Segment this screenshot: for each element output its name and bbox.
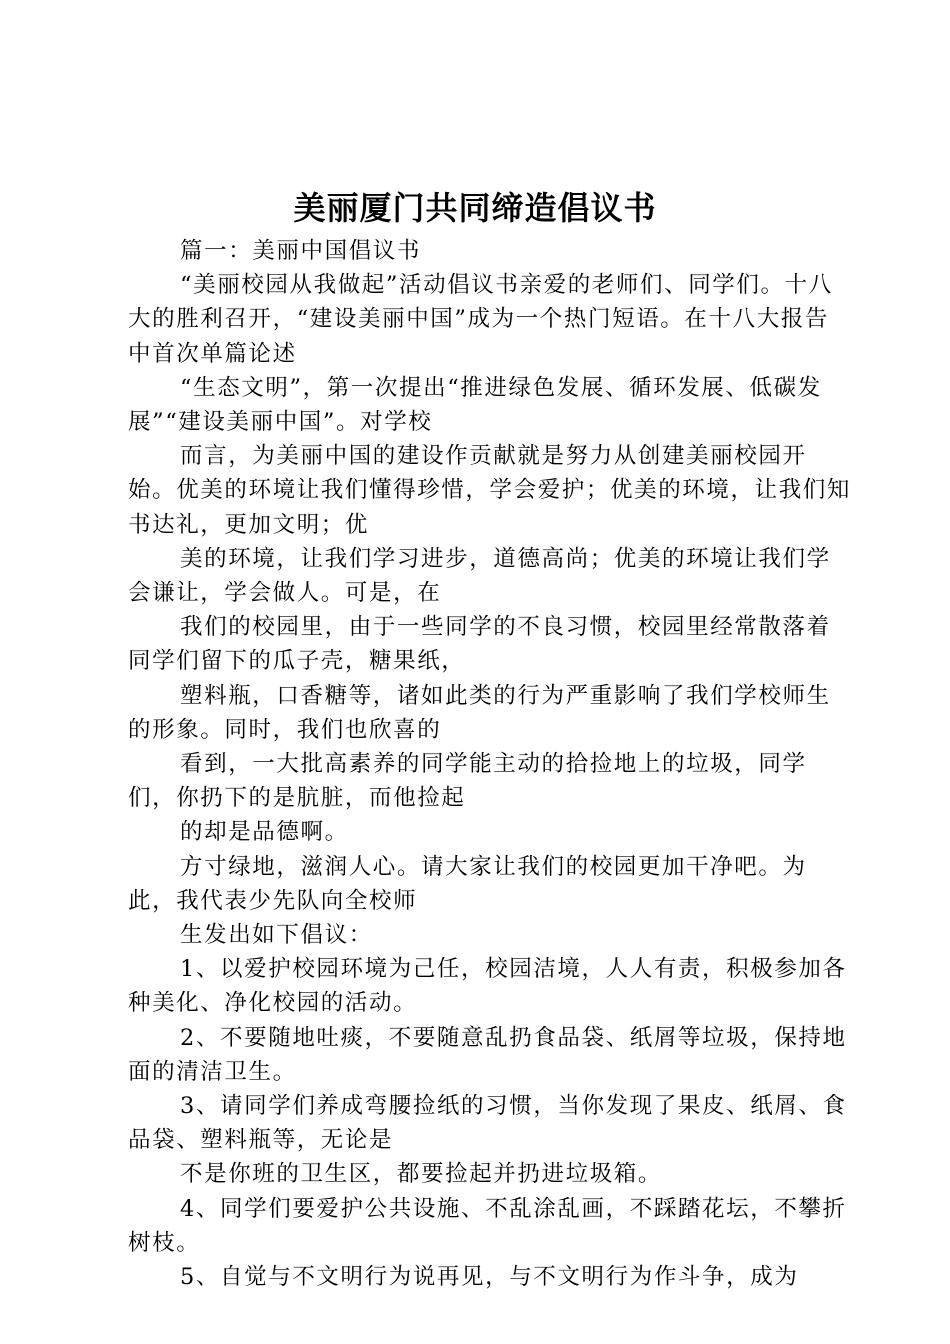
paragraph-5: 美的环境，让我们学习进步，道德高尚；优美的环境让我们学会谦让，学会做人。可是，在 <box>128 545 831 607</box>
paragraph-16: 4、同学们要爱护公共设施、不乱涂乱画，不踩踏花坛，不攀折树枝。 <box>128 1195 847 1256</box>
paragraph-2: “美丽校园从我做起”活动倡议书亲爱的老师们、同学们。十八大的胜利召开，“建设美丽中国”成为一个热门短语。在十八大报告中首次单篇论述 <box>128 272 833 367</box>
paragraph-12: 1、以爱护校园环境为己任，校园洁境，人人有责，积极参加各种美化、净化校园的活动。 <box>128 956 847 1017</box>
paragraph-4: 而言，为美丽中国的建设作贡献就是努力从创建美丽校园开始。优美的环境让我们懂得珍惜，学会爱护；优美的环境，让我们知书达礼，更加文明；优 <box>128 443 852 538</box>
paragraph-14: 3、请同学们养成弯腰捡纸的习惯，当你发现了果皮、纸屑、食品袋、塑料瓶等，无论是 <box>128 1093 847 1154</box>
paragraph-8: 看到，一大批高素养的同学能主动的拾捡地上的垃圾，同学们，你扔下的是肮脏，而他捡起 <box>128 751 807 812</box>
paragraph-9: 的却是品德啊。 <box>180 819 349 846</box>
paragraph-17: 5、自觉与不文明行为说再见，与不文明行为作斗争，成为 <box>180 1264 799 1291</box>
document-title: 美丽厦门共同缔造倡议书 <box>293 189 657 227</box>
paragraph-3: “生态文明”，第一次提出“推进绿色发展、循环发展、低碳发展”“建设美丽中国”。对学校 <box>128 374 822 436</box>
document-body <box>128 234 852 1294</box>
paragraph-7: 塑料瓶，口香糖等，诸如此类的行为严重影响了我们学校师生的形象。同时，我们也欣喜的 <box>128 682 831 743</box>
paragraph-13: 2、不要随地吐痰，不要随意乱扔食品袋、纸屑等垃圾，保持地面的清洁卫生。 <box>128 1024 847 1085</box>
paragraph-11: 生发出如下倡议： <box>180 922 373 949</box>
paragraph-6: 我们的校园里，由于一些同学的不良习惯，校园里经常散落着同学们留下的瓜子壳，糖果纸， <box>128 614 831 675</box>
paragraph-10: 方寸绿地，滋润人心。请大家让我们的校园更加干净吧。为此，我代表少先队向全校师 <box>128 853 807 914</box>
paragraph-1: 篇一：美丽中国倡议书 <box>180 238 422 264</box>
paragraph-15: 不是你班的卫生区，都要捡起并扔进垃圾箱。 <box>180 1161 663 1188</box>
